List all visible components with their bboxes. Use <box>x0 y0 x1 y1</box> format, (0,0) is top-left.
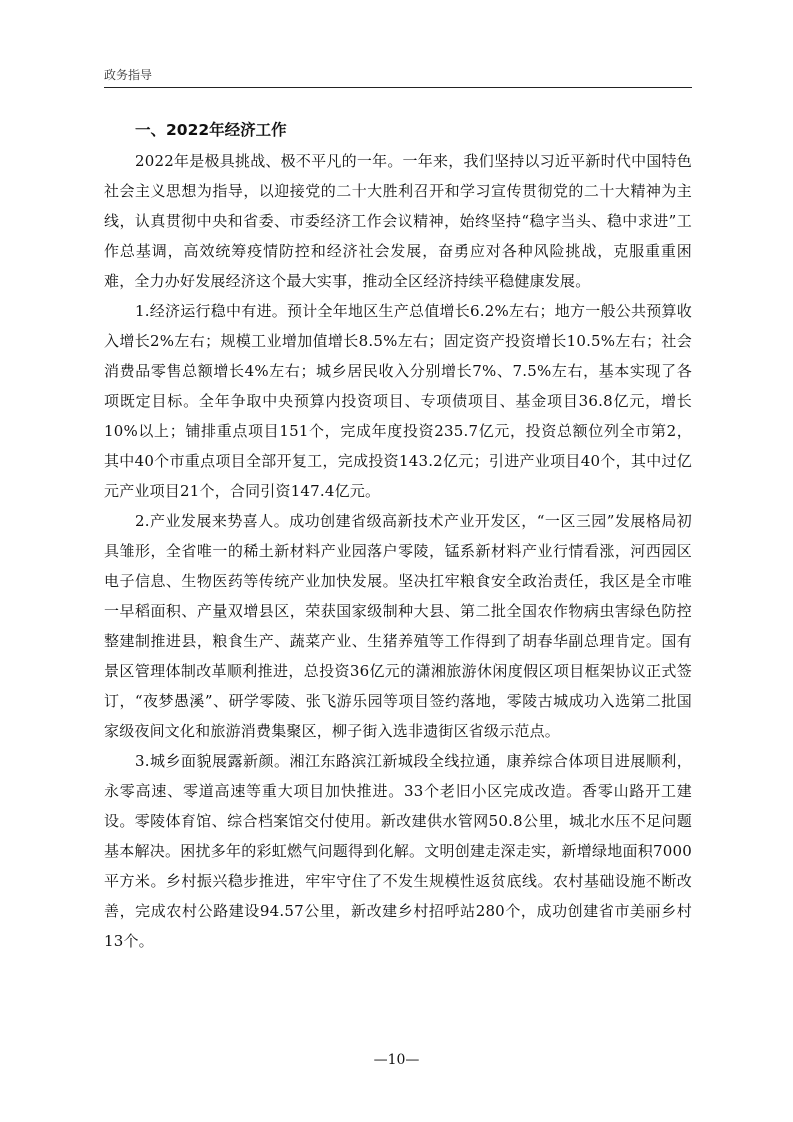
header-divider <box>104 87 692 88</box>
intro-paragraph: 2022年是极具挑战、极不平凡的一年。一年来，我们坚持以习近平新时代中国特色社会主义思想为指导，以迎接党的二十大胜利召开和学习宣传贯彻党的二十大精神为主线，认真贯彻中央和省委、市委经济工作会议精神，始终坚持“稳字当头、稳中求进”工作总基调，高效统筹疫情防控和经济社会发展，奋勇应对各种风险挑战，克服重重困难，全力办好发展经济这个最大实事，推动全区经济持续平稳健康发展。 <box>104 152 692 290</box>
page-number: —10— <box>373 1052 420 1068</box>
section-heading: 一、2022年经济工作 <box>135 121 287 139</box>
economy-paragraph: 1.经济运行稳中有进。预计全年地区生产总值增长6.2%左右；地方一般公共预算收入增长2%左右；规模工业增加值增长8.5%左右；固定资产投资增长10.5%左右；社会消费品零售总额增长4%左右；城乡居民收入分别增长7%、7.5%左右，基本实现了各项既定目标。全年争取中央预算内投资项目、专项债项目、基金项目36.8亿元，增长10%以上；铺排重点项目151个，完成年度投资235.7亿元，投资总额位列全市第2，其中40个市重点项目全部开复工，完成投资143.2亿元；引进产业项目40个，其中过亿元产业项目21个，合同引资147.4亿元。 <box>104 302 692 500</box>
main-content <box>104 114 692 956</box>
urban-rural-paragraph: 3.城乡面貌展露新颜。湘江东路滨江新城段全线拉通，康养综合体项目进展顺利，永零高速、零道高速等重大项目加快推进。33个老旧小区完成改造。香零山路开工建设。零陵体育馆、综合档案馆交付使用。新改建供水管网50.8公里，城北水压不足问题基本解决。困扰多年的彩虹燃气问题得到化解。文明创建走深走实，新增绿地面积7000平方米。乡村振兴稳步推进，牢牢守住了不发生规模性返贫底线。农村基础设施不断改善，完成农村公路建设94.57公里，新改建乡村招呼站280个，成功创建省市美丽乡村13个。 <box>104 752 692 950</box>
running-header: 政务指导 <box>104 68 153 82</box>
industry-paragraph: 2.产业发展来势喜人。成功创建省级高新技术产业开发区，“一区三园”发展格局初具雏形，全省唯一的稀土新材料产业园落户零陵，锰系新材料产业行情看涨，河西园区电子信息、生物医药等传统产业加快发展。坚决扛牢粮食安全政治责任，我区是全市唯一早稻面积、产量双增县区，荣获国家级制种大县、第二批全国农作物病虫害绿色防控整建制推进县，粮食生产、蔬菜产业、生猪养殖等工作得到了胡春华副总理肯定。国有景区管理体制改革顺利推进，总投资36亿元的潇湘旅游休闲度假区项目框架协议正式签订，“夜梦愚溪”、研学零陵、张飞游乐园等项目签约落地，零陵古城成功入选第二批国家级夜间文化和旅游消费集聚区，柳子街入选非遗街区省级示范点。 <box>104 512 692 740</box>
